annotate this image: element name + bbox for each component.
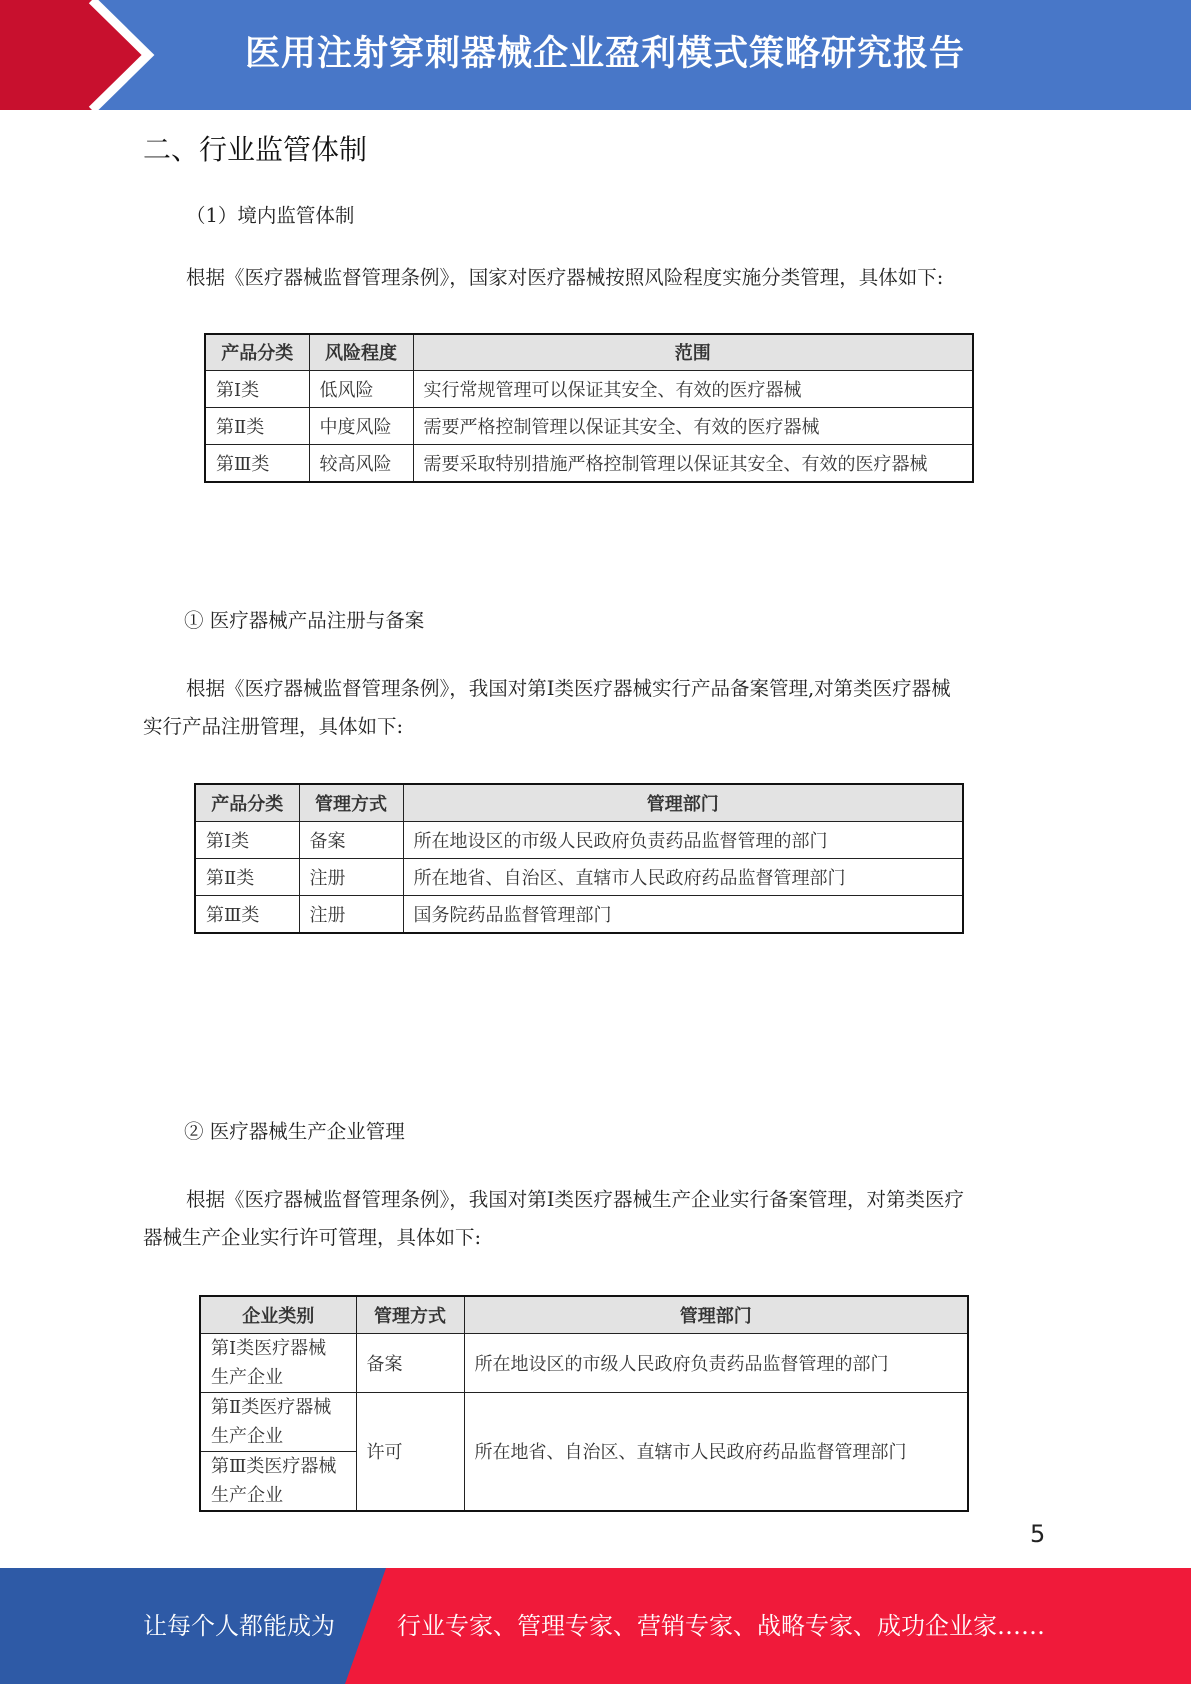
paragraph-line: 实行产品注册管理，具体如下: (143, 715, 404, 738)
cell-line: 生产企业 (211, 1425, 283, 1447)
paragraph-line: 根据《医疗器械监督管理条例》，我国对第Ⅰ类医疗器械实行产品备案管理,对第类医疗器械 (186, 677, 951, 700)
table-row (195, 858, 963, 895)
table-cell: 所在地省、自治区、直辖市人民政府药品监督管理部门 (403, 858, 963, 895)
table-row (195, 821, 963, 858)
cell-line: 第Ⅲ类医疗器械 (211, 1455, 337, 1477)
table-cell: 低风险 (309, 370, 413, 407)
table-cell: 注册 (299, 858, 403, 895)
table-header-row (195, 784, 963, 821)
table-cell (200, 1333, 356, 1392)
table-row (200, 1333, 968, 1392)
header-red-arrow (0, 0, 148, 110)
list-item-heading: ② 医疗器械生产企业管理 (184, 1120, 405, 1143)
table-cell: 第Ⅱ类 (195, 858, 299, 895)
footer-banner (0, 1568, 1191, 1684)
cell-line: 第Ⅱ类医疗器械 (211, 1396, 332, 1418)
table-cell: 第Ⅱ类 (205, 407, 309, 444)
table-header-row (205, 334, 973, 370)
table-row (205, 444, 973, 482)
table-cell: 国务院药品监督管理部门 (403, 895, 963, 933)
subsection-title: （1）境内监管体制 (186, 204, 355, 227)
table-cell: 许可 (356, 1392, 464, 1511)
table-cell: 备案 (299, 821, 403, 858)
enterprise-management-table (199, 1295, 969, 1512)
table-row (195, 895, 963, 933)
table-cell: 需要严格控制管理以保证其安全、有效的医疗器械 (413, 407, 973, 444)
table-cell: 注册 (299, 895, 403, 933)
cell-line: 生产企业 (211, 1366, 283, 1388)
table-cell: 所在地设区的市级人民政府负责药品监督管理的部门 (403, 821, 963, 858)
table-cell: 需要采取特别措施严格控制管理以保证其安全、有效的医疗器械 (413, 444, 973, 482)
table-cell (200, 1392, 356, 1451)
table-cell: 所在地省、自治区、直辖市人民政府药品监督管理部门 (464, 1392, 968, 1511)
table-cell: 中度风险 (309, 407, 413, 444)
column-header: 产品分类 (195, 784, 299, 821)
table-cell: 备案 (356, 1333, 464, 1392)
table-row (205, 370, 973, 407)
section-title: 二、行业监管体制 (143, 133, 368, 166)
cell-line: 第Ⅰ类医疗器械 (211, 1337, 327, 1359)
column-header: 管理方式 (356, 1296, 464, 1333)
footer-slogan-left: 让每个人都能成为 (143, 1612, 335, 1640)
column-header: 范围 (413, 334, 973, 370)
header-banner (0, 0, 1191, 110)
table-cell: 所在地设区的市级人民政府负责药品监督管理的部门 (464, 1333, 968, 1392)
paragraph-intro: 根据《医疗器械监督管理条例》，国家对医疗器械按照风险程度实施分类管理，具体如下: (186, 266, 944, 289)
table-cell: 第Ⅲ类 (195, 895, 299, 933)
product-registration-table (194, 783, 964, 934)
table-cell: 实行常规管理可以保证其安全、有效的医疗器械 (413, 370, 973, 407)
column-header: 产品分类 (205, 334, 309, 370)
report-title: 医用注射穿刺器械企业盈利模式策略研究报告 (245, 34, 966, 74)
cell-line: 生产企业 (211, 1484, 283, 1506)
paragraph-line: 根据《医疗器械监督管理条例》，我国对第Ⅰ类医疗器械生产企业实行备案管理，对第类医疗 (186, 1188, 964, 1211)
list-item-heading: ① 医疗器械产品注册与备案 (184, 609, 425, 632)
risk-classification-table (204, 333, 974, 483)
table-cell: 第Ⅲ类 (205, 444, 309, 482)
column-header: 风险程度 (309, 334, 413, 370)
table-row (205, 407, 973, 444)
column-header: 管理部门 (403, 784, 963, 821)
column-header: 管理方式 (299, 784, 403, 821)
table-cell: 第Ⅰ类 (195, 821, 299, 858)
table-header-row (200, 1296, 968, 1333)
column-header: 管理部门 (464, 1296, 968, 1333)
table-cell (200, 1451, 356, 1511)
table-cell: 第Ⅰ类 (205, 370, 309, 407)
column-header: 企业类别 (200, 1296, 356, 1333)
table-cell: 较高风险 (309, 444, 413, 482)
footer-slogan-right: 行业专家、管理专家、营销专家、战略专家、成功企业家…… (397, 1612, 1045, 1640)
table-row (200, 1392, 968, 1451)
paragraph-line: 器械生产企业实行许可管理，具体如下: (143, 1226, 482, 1249)
page-number: 5 (1030, 1520, 1046, 1548)
